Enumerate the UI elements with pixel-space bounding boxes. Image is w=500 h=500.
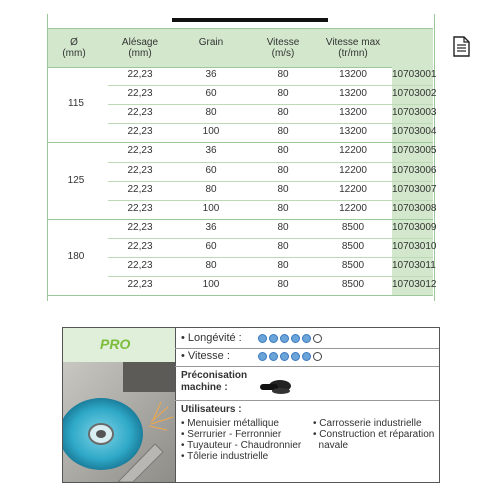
cell-diameter: 180 [67,251,85,262]
cell-grain: 100 [202,279,220,291]
document-icon [453,36,470,57]
cell-grain: 36 [205,69,217,80]
product-photo [63,362,175,482]
user-list-item: • Carrosserie industrielle [313,418,422,429]
cell-vitesse-max: 13200 [339,107,367,119]
cell-vitesse: 80 [277,240,289,252]
cell-alesage: 22,23 [127,183,153,195]
cell-vitesse: 80 [277,126,289,138]
vitesse-label: • Vitesse : [181,350,230,362]
table-bottom-border [48,295,433,296]
cell-alesage: 22,23 [127,164,153,176]
cell-vitesse: 80 [277,279,289,291]
table-row [48,85,437,104]
table-row [48,162,437,181]
panel-row-divider [175,348,439,349]
cell-vitesse-max: 8500 [341,240,365,252]
cell-alesage: 22,23 [127,202,153,214]
table-row [48,276,437,295]
table-header [48,28,433,68]
cell-grain: 60 [205,88,217,100]
rating-dot-filled [291,334,300,343]
user-list-item: • Tuyauteur - Chaudronnier [181,440,302,451]
header-vitesse: Vitesse (m/s) [266,37,300,59]
cell-grain: 36 [205,145,217,157]
cell-reference: 10703003 [392,107,437,119]
pro-badge-area [63,328,175,362]
cell-reference: 10703010 [392,240,437,252]
cell-reference: 10703001 [392,69,437,80]
cell-vitesse: 80 [277,69,289,80]
header-grain: Grain [198,37,224,48]
table-row [48,238,437,257]
cell-reference: 10703005 [392,145,437,157]
cell-grain: 36 [205,221,217,233]
user-list-item: • Menuisier métallique [181,418,279,429]
rating-dot-filled [302,352,311,361]
cell-reference: 10703012 [392,279,437,291]
cell-alesage: 22,23 [127,88,153,100]
cell-reference: 10703006 [392,164,437,176]
cell-alesage: 22,23 [127,145,153,157]
table-row [48,104,437,123]
table-row [48,66,437,85]
user-list-item: • Serrurier - Ferronnier [181,429,282,440]
users-list-right [313,418,434,451]
cell-vitesse-max: 8500 [341,260,365,271]
cell-vitesse: 80 [277,145,289,157]
cell-vitesse: 80 [277,183,289,195]
cell-vitesse-max: 8500 [341,221,365,233]
vitesse-rating [258,352,322,361]
pro-badge: PRO [100,336,131,352]
table-row [48,219,437,238]
table-row [48,181,437,200]
header-alesage: Alésage (mm) [121,37,159,59]
cell-vitesse-max: 13200 [339,69,367,80]
cell-vitesse: 80 [277,202,289,214]
rating-dot-filled [291,352,300,361]
cell-reference: 10703004 [392,126,437,138]
cell-vitesse-max: 13200 [339,88,367,100]
cell-grain: 80 [205,107,217,119]
cell-diameter: 125 [67,174,85,186]
user-list-item: navale [313,440,349,451]
panel-divider [175,328,176,482]
cell-vitesse-max: 12200 [339,164,367,176]
angle-grinder-icon [258,376,292,398]
user-list-item: • Tôlerie industrielle [181,451,269,462]
cell-alesage: 22,23 [127,221,153,233]
cell-reference: 10703002 [392,88,437,100]
cell-vitesse: 80 [277,260,289,271]
table-row [48,142,437,161]
cell-vitesse: 80 [277,221,289,233]
product-info-panel [62,327,440,483]
cell-vitesse: 80 [277,88,289,100]
longevite-label: • Longévité : [181,332,242,344]
cell-grain: 60 [205,240,217,252]
panel-row-divider [175,400,439,401]
cell-grain: 80 [205,183,217,195]
rating-dot-empty [313,352,322,361]
cell-alesage: 22,23 [127,279,153,291]
cell-vitesse-max: 8500 [341,279,365,291]
cell-grain: 100 [202,126,220,138]
longevite-rating [258,334,322,343]
users-list-left [181,418,301,462]
table-row [48,123,437,142]
header-vitesse-max: Vitesse max (tr/mn) [325,37,381,59]
cell-alesage: 22,23 [127,260,153,271]
rating-dot-filled [280,334,289,343]
utilisateurs-label: Utilisateurs : [181,404,242,415]
rating-dot-empty [313,334,322,343]
cell-alesage: 22,23 [127,69,153,80]
rating-dot-filled [302,334,311,343]
cell-reference: 10703011 [392,260,436,271]
rating-dot-filled [258,352,267,361]
table-row [48,200,437,219]
rating-dot-filled [258,334,267,343]
cell-alesage: 22,23 [127,240,153,252]
cell-grain: 60 [205,164,217,176]
rating-dot-filled [280,352,289,361]
preconisation-label: Préconisation machine : [181,370,248,393]
cell-grain: 80 [205,260,217,271]
cell-reference: 10703009 [392,221,437,233]
cell-grain: 100 [202,202,220,214]
cell-reference: 10703008 [392,202,437,214]
panel-row-divider [175,366,439,367]
cell-vitesse-max: 12200 [339,145,367,157]
cell-alesage: 22,23 [127,107,153,119]
user-list-item: • Construction et réparation [313,429,435,440]
cell-reference: 10703007 [392,183,437,195]
rating-dot-filled [269,334,278,343]
rating-dot-filled [269,352,278,361]
cell-vitesse: 80 [277,107,289,119]
cell-vitesse: 80 [277,164,289,176]
cell-vitesse-max: 12200 [339,202,367,214]
table-row [48,257,436,276]
cell-diameter: 115 [68,98,84,110]
cell-alesage: 22,23 [127,126,153,138]
cell-vitesse-max: 13200 [339,126,367,138]
header-diameter: Ø (mm) [62,37,86,59]
cell-vitesse-max: 12200 [339,183,367,195]
